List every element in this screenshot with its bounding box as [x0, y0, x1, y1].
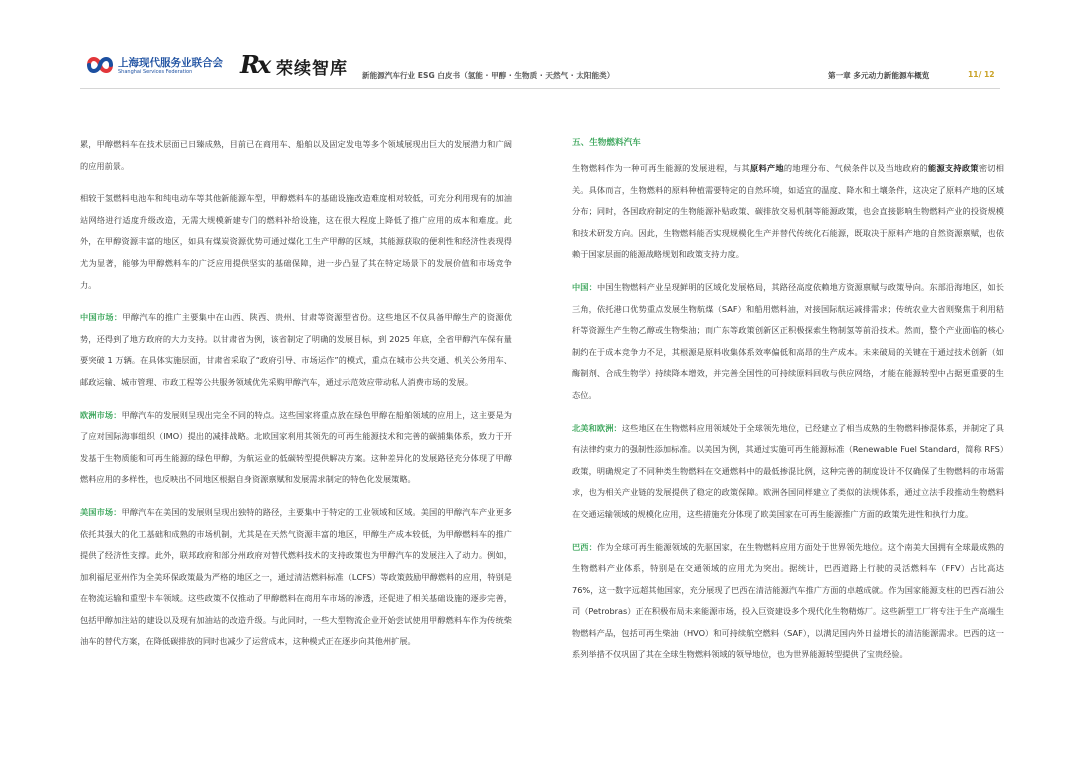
china-market-label: 中国市场： — [80, 312, 123, 323]
paragraph-europe-market — [80, 405, 512, 491]
china-text: 中国生物燃料产业呈现鲜明的区域化发展格局，其路径高度依赖地方资源禀赋与政策导向。东部沿海地区，如长三角，依托港口优势重点发展生物航煤（SAF）和船用燃料油，对接国际航运减排需求；传统农业大省则聚焦于利用秸秆等资源生产生物乙醇或生物柴油；而广东等政策创新区正积极探索生物制氢等前沿技术。然而，整个产业面临的核心制约在于成本竞争力不足，其根源是原料收集体系效率偏低和高昂的生产成本。未来破局的关键在于通过技术创新（如酶制剂、合成生物学）持续降本增效，并完善全国性的可持续原料回收与供应网络，才能在能源转型中占据更重要的生态位。 — [572, 281, 1004, 400]
china-label: 中国： — [572, 281, 597, 292]
paragraph-china-market — [80, 307, 512, 393]
us-market-text: 甲醇汽车在美国的发展则呈现出独特的路径，主要集中于特定的工业领域和区域。美国的甲醇汽车产业更多依托其强大的化工基础和成熟的市场机制，尤其是在天然气资源丰富的地区，甲醇生产成本较低，为甲醇燃料车的推广提供了经济性支撑。此外，联邦政府和部分州政府对替代燃料技术的支持政策也为甲醇汽车的发展注入了动力。例如，加利福尼亚州作为全美环保政策最为严格的地区之一，通过清洁燃料标准（LCFS）等政策鼓励甲醇燃料的应用，特别是在物流运输和重型卡车领域。这些政策不仅推动了甲醇燃料在商用车市场的渗透，还促进了相关基础设施的逐步完善，包括甲醇加注站的建设以及现有加油站的改造升级。与此同时，一些大型物流企业开始尝试使用甲醇燃料车作为传统柴油车的替代方案，在降低碳排放的同时也减少了运营成本，这种模式正在逐步向其他州扩展。 — [80, 506, 512, 647]
rx-mark: Rx — [240, 50, 269, 79]
right-column — [572, 134, 1004, 677]
paragraph-brazil — [572, 537, 1004, 667]
na-eu-text: 这些地区在生物燃料应用领域处于全球领先地位，已经建立了相当成熟的生物燃料掺混体系，并制定了具有法律约束力的强制性添加标准。以美国为例，其通过实施可再生能源标准（Renewable Fuel Standard，简称 RFS）政策，明确规定了不同种类生物燃料在交通燃料中的最低掺混比例，这种完善的制度设计不仅确保了生物燃料的市场需求，也为相关产业链的发展提供了稳定的政策保障。欧洲各国同样建立了类似的法规体系，通过立法手段推动生物燃料在交通运输领域的规模化应用，这些措施充分体现了欧美国家在可再生能源推广方面的政策先进性和执行力度。 — [572, 422, 1004, 519]
bold-text: 能源支持政策 — [927, 163, 979, 173]
text: 生物燃料作为一种可再生能源的发展进程，与其 — [572, 163, 750, 173]
paragraph: 累，甲醇燃料车在技术层面已日臻成熟，目前已在商用车、船舶以及固定发电等多个领域展现出巨大的发展潜力和广阔的应用前景。 — [80, 139, 512, 171]
na-eu-label: 北美和欧洲： — [572, 422, 622, 433]
page-header — [0, 0, 1080, 104]
text: 密切相关。具体而言，生物燃料的原料种植需要特定的自然环境，如适宜的温度、降水和土壤条件，这决定了原料产地的区域分布；同时，各国政府制定的生物能源补贴政策、碳排放交易机制等能源政策，也会直接影响生物燃料产业的投资规模和技术研发方向。因此，生物燃料能否实现规模化生产并替代传统化石能源，既取决于原料产地的自然资源禀赋，也依赖于国家层面的能源战略规划和政策支持力度。 — [572, 163, 1004, 260]
brazil-label: 巴西： — [572, 541, 597, 552]
header-divider — [80, 88, 1000, 89]
europe-market-label: 欧洲市场： — [80, 409, 122, 420]
us-market-label: 美国市场： — [80, 506, 122, 517]
section-title: 五、生物燃料汽车 — [572, 138, 641, 148]
china-market-text: 甲醇汽车的推广主要集中在山西、陕西、贵州、甘肃等资源型省份。这些地区不仅具备甲醇生产的资源优势，还得到了地方政府的大力支持。以甘肃省为例，该省制定了明确的发展目标，到 2025 年底，全省甲醇汽车保有量要突破 1 万辆。在具体实施层面，甘肃省采取了“政府引导、市场运作”的模式，重点在城市公共交通、机关公务用车、邮政运输、城市管理、市政工程等公共服务领域优先采购甲醇汽车，通过示范效应带动私人消费市场的发展。 — [80, 312, 512, 387]
left-column — [80, 134, 512, 664]
rongxu-logo — [240, 50, 360, 80]
europe-market-text: 甲醇汽车的发展则呈现出完全不同的特点。这些国家将重点放在绿色甲醇在船舶领域的应用上，这主要是为了应对国际海事组织（IMO）提出的减排战略。北欧国家利用其领先的可再生能源技术和完善的碳捕集体系，致力于开发基于生物质能和可再生能源的绿色甲醇，为航运业的低碳转型提供解决方案。这种差异化的发展路径充分体现了甲醇燃料应用的多样性，也反映出不同地区根据自身资源禀赋和发展需求制定的特色化发展策略。 — [80, 409, 512, 485]
chapter-title: 第一章 多元动力新能源车概览 — [828, 71, 930, 80]
text: 的地理分布、气候条件以及当地政府的 — [783, 163, 928, 173]
paragraph: 相较于氢燃料电池车和纯电动车等其他新能源车型，甲醇燃料车的基础设施改造难度相对较低，可充分利用现有的加油站网络进行适度升级改造，无需大规模新建专门的燃料补给设施，这在很大程度上降低了推广应用的成本和难度。此外，在甲醇资源丰富的地区，如具有煤炭资源优势可通过煤化工生产甲醇的区域，其能源获取的便利性和经济性表现得尤为显著，能够为甲醇燃料车的广泛应用提供坚实的基础保障，进一步凸显了其在特定场景下的发展价值和市场竞争力。 — [80, 193, 512, 290]
bold-text: 原料产地 — [749, 163, 784, 173]
sasf-logo-cn: 上海现代服务业联合会 — [118, 57, 223, 69]
page-number: 11/ 12 — [968, 70, 995, 79]
sasf-logo-en: Shanghai Services Federation — [118, 69, 193, 75]
brazil-text: 作为全球可再生能源领域的先驱国家，在生物燃料应用方面处于世界领先地位。这个南美大国拥有全球最成熟的生物燃料产业体系，特别是在交通领域的应用尤为突出。据统计，巴西道路上行驶的灵活燃料车（FFV）占比高达 76%，这一数字远超其他国家，充分展现了巴西在清洁能源汽车推广方面的卓越成就。作为国家能源支柱的巴西石油公司（Petrobras）正在积极布局未来能源市场，投入巨资建设多个现代化生物精炼厂。这些新型工厂将专注于生产高端生物燃料产品，包括可再生柴油（HVO）和可持续航空燃料（SAF），以满足国内外日益增长的清洁能源需求。巴西的这一系列举措不仅巩固了其在全球生物燃料领域的领导地位，也为世界能源转型提供了宝贵经验。 — [572, 541, 1004, 660]
paragraph-intro — [572, 158, 1004, 266]
paragraph-china — [572, 277, 1004, 407]
sasf-logo — [86, 52, 226, 80]
document-title: 新能源汽车行业 ESG 白皮书（氢能 · 甲醇 · 生物质 · 天然气 · 太阳能类） — [362, 71, 615, 80]
paragraph-na-eu — [572, 418, 1004, 526]
sasf-logo-icon — [86, 54, 114, 76]
rongxu-name: 荣续智库 — [276, 59, 348, 79]
paragraph-us-market — [80, 502, 512, 653]
